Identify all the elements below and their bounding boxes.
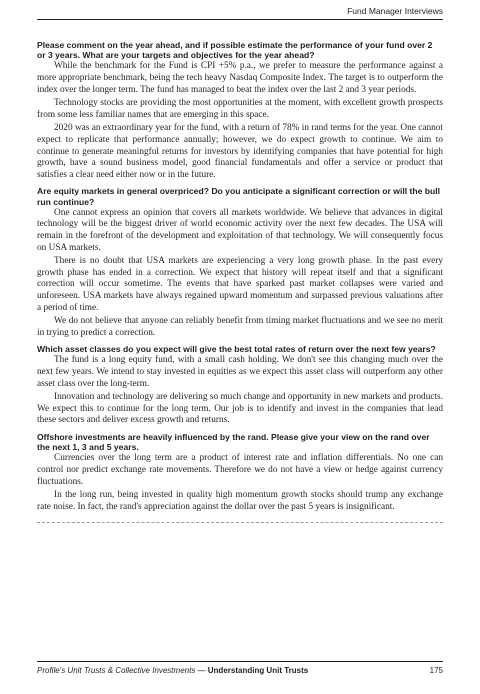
- question-heading: Are equity markets in general overpriced? Do you anticipate a significant correction or will the bull run continue?: [37, 186, 441, 207]
- footer-publication-name: Profile's Unit Trusts & Collective Investments —: [37, 666, 208, 675]
- question-heading: Please comment on the year ahead, and if possible estimate the performance of your fund over 2 or 3 years. What are your targets and objectives for the year ahead?: [37, 40, 433, 61]
- footer-book-title: Understanding Unit Trusts: [207, 666, 309, 675]
- question-heading: Which asset classes do you expect will give the best total rates of return over the next few years?: [37, 344, 436, 355]
- footer-publication: [37, 666, 308, 675]
- section-divider: [37, 522, 443, 523]
- answer-paragraph: Innovation and technology are delivering so much change and opportunity in new markets and products. We expect this to continue for the long term. Our job is to identify and invest in the companies that lead these sectors and deliver excess growth and returns.: [37, 392, 443, 426]
- answer-paragraph: Technology stocks are providing the most opportunities at the moment, with excellent growth prospects from some less familiar names that are emerging in this space.: [37, 98, 443, 120]
- article-body: [37, 40, 443, 523]
- header-title: Fund Manager Interviews: [347, 6, 443, 16]
- answer-paragraph: Currencies over the long term are a product of interest rate and inflation differentials. No one can control nor predict exchange rate movements. Therefore we do not have a view or hedge against currency fluctuations.: [37, 453, 443, 487]
- question-heading: Offshore investments are heavily influenced by the rand. Please give your view on the rand over the next 1, 3 and 5 years.: [37, 432, 430, 453]
- answer-paragraph: In the long run, being invested in quality high momentum growth stocks should trump any exchange rate noise. In fact, the rand's appreciation against the dollar over the past 5 years is insignificant.: [37, 490, 443, 512]
- answer-paragraph: The fund is a long equity fund, with a small cash holding. We don't see this changing much over the next few years. We intend to stay invested in equities as we expect this asset class will outperform any other asset class over the long-term.: [37, 355, 443, 389]
- answer-paragraph: We do not believe that anyone can reliably benefit from timing market fluctuations and we see no merit in trying to predict a correction.: [37, 316, 443, 338]
- page-number: 175: [429, 666, 443, 675]
- answer-paragraph: While the benchmark for the Fund is CPI +5% p.a., we prefer to measure the performance against a more appropriate benchmark, being the tech heavy Nasdaq Composite Index. The target is to outperform the index over the longer term. The fund has managed to beat the index over the last 2 and 3 year periods.: [37, 61, 443, 95]
- running-header: [37, 6, 443, 20]
- answer-paragraph: There is no doubt that USA markets are experiencing a very long growth phase. In the past every growth phase has ended in a correction. We expect that history will repeat itself and that a significant correction will occur sometime. The events that have sparked past market collapses were varied and unforeseen. USA markets have always regained upward momentum and surpassed previous valuations after a period of time.: [37, 256, 443, 313]
- page-footer: [37, 661, 443, 675]
- answer-paragraph: 2020 was an extraordinary year for the fund, with a return of 78% in rand terms for the year. One cannot expect to replicate that performance annually; however, we do expect growth to continue. We aim to continue to generate meaningful returns for investors by identifying companies that have potential for high growth, have a sound business model, good financial fundamentals and offer a service or product that satisfies a clear need either now or in the future.: [37, 123, 443, 180]
- answer-paragraph: One cannot express an opinion that covers all markets worldwide. We believe that advances in digital technology will be the biggest driver of world economic activity over the next few decades. The USA will remain in the forefront of the development and exploitation of that technology. We will consequently focus on USA markets.: [37, 207, 443, 253]
